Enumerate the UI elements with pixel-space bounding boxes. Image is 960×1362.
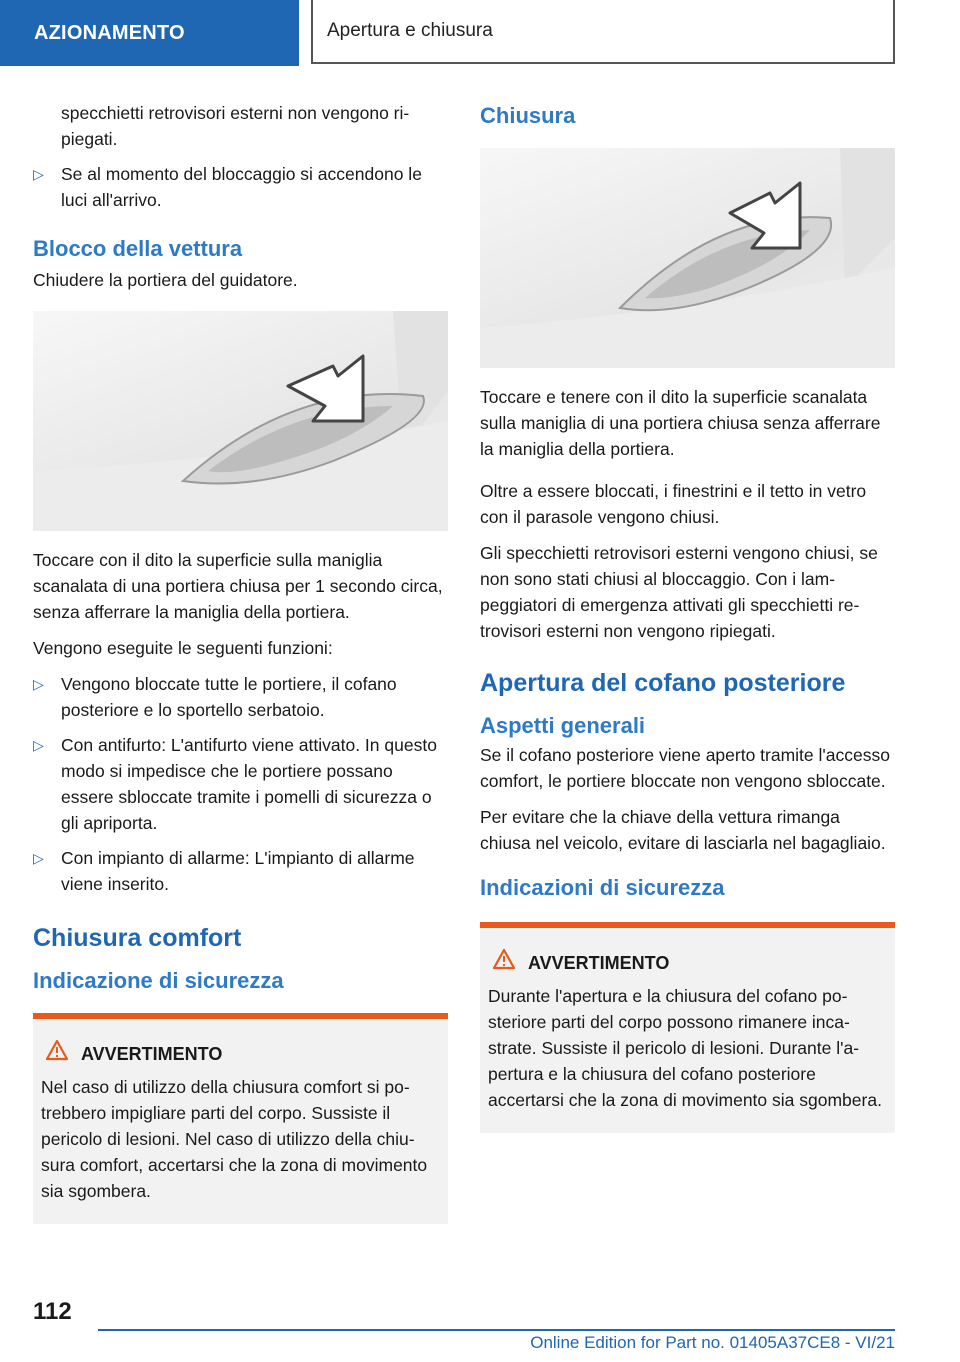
- heading-indicazione-sicurezza: Indicazione di sicurezza: [33, 968, 284, 993]
- section-tab: AZIONAMENTO: [0, 0, 299, 66]
- warning-body: Durante l'apertura e la chiusura del cofano posteriore parti del corpo possono rimanere incastrate. Sussiste il pericolo di lesioni. Durante l'apertura e la chiusura del cofano posteriore accertarsi che la zona di movimento sia sgombera.: [488, 986, 882, 1110]
- triangle-bullet-icon: ▷: [33, 676, 44, 692]
- warning-title-text: AVVERTIMENTO: [528, 952, 670, 973]
- heading-aspetti-generali: Aspetti generali: [480, 713, 646, 738]
- list-item: [33, 161, 448, 213]
- footer-edition-text: Online Edition for Part no. 01405A37CE8 - VI/21: [530, 1333, 895, 1352]
- heading-chiusura: Chiusura: [480, 103, 576, 128]
- warning-title: [488, 948, 887, 977]
- door-handle-illustration: [480, 148, 895, 368]
- paragraph: Chiudere la portiera del guidatore.: [33, 270, 298, 290]
- paragraph: Per evitare che la chiave della vettura rimanga chiusa nel veicolo, evitare di lasciarla nel bagagliaio.: [480, 807, 886, 853]
- paragraph: Toccare e tenere con il dito la superficie scanalata sulla maniglia di una portiera chiusa senza afferrare la maniglia della portiera.: [480, 387, 881, 459]
- heading-apertura-cofano: Apertura del cofano posteriore: [480, 669, 846, 697]
- triangle-bullet-icon: ▷: [33, 850, 44, 866]
- warning-box: [33, 1013, 448, 1224]
- list-item-text: Con antifurto: L'antifurto viene attivato. In questo modo si impedisce che le portiere possano essere sbloccate tramite i pomelli di sicurezza o gli apriporta.: [61, 735, 437, 833]
- list-item: [33, 845, 448, 897]
- list-item-text: Se al momento del bloccaggio si accendono le luci all'arrivo.: [61, 164, 422, 210]
- list-item: [33, 671, 448, 723]
- continued-bullet-text: specchietti retrovisori esterni non vengono ripiegati.: [61, 103, 410, 149]
- heading-indicazioni-sicurezza: Indicazioni di sicurezza: [480, 875, 725, 900]
- paragraph: Vengono eseguite le seguenti funzioni:: [33, 638, 333, 658]
- paragraph: Oltre a essere bloccati, i finestrini e il tetto in vetro con il parasole vengono chiusi.: [480, 481, 867, 527]
- left-column: [33, 100, 448, 1224]
- heading-chiusura-comfort: Chiusura comfort: [33, 924, 242, 952]
- warning-title-text: AVVERTIMENTO: [81, 1043, 223, 1064]
- triangle-bullet-icon: ▷: [33, 737, 44, 753]
- warning-triangle-icon: [45, 1039, 81, 1068]
- list-item-text: Con impianto di allarme: L'impianto di allarme viene inserito.: [61, 848, 415, 894]
- right-column: [480, 98, 895, 1133]
- page-number: 112: [33, 1298, 72, 1325]
- heading-blocco: Blocco della vettura: [33, 236, 243, 261]
- door-handle-illustration: [33, 311, 448, 531]
- warning-box: [480, 922, 895, 1133]
- paragraph: Se il cofano posteriore viene aperto tramite l'accesso comfort, le portiere bloccate non vengono sbloccate.: [480, 745, 890, 791]
- list-item-text: Vengono bloccate tutte le portiere, il cofano posteriore e lo sportello serbatoio.: [61, 674, 397, 720]
- page-header-title: Apertura e chiusura: [311, 0, 895, 64]
- list-item: [33, 732, 448, 836]
- footer-divider: [98, 1329, 895, 1331]
- warning-triangle-icon: [492, 948, 528, 977]
- triangle-bullet-icon: ▷: [33, 166, 44, 182]
- paragraph: Gli specchietti retrovisori esterni vengono chiusi, se non sono stati chiusi al bloccaggio. Con i lampeggiatori di emergenza attivati gli specchietti retrovisori esterni non vengono ripiegati.: [480, 543, 878, 641]
- warning-title: [41, 1039, 440, 1068]
- paragraph: Toccare con il dito la superficie sulla maniglia scanalata di una portiera chiusa per 1 secondo circa, senza afferrare la maniglia della portiera.: [33, 550, 443, 622]
- warning-body: Nel caso di utilizzo della chiusura comfort si potrebbero impigliare parti del corpo. Sussiste il pericolo di lesioni. Nel caso di utilizzo della chiusura comfort, accertarsi che la zona di movimento sia sgombera.: [41, 1077, 428, 1201]
